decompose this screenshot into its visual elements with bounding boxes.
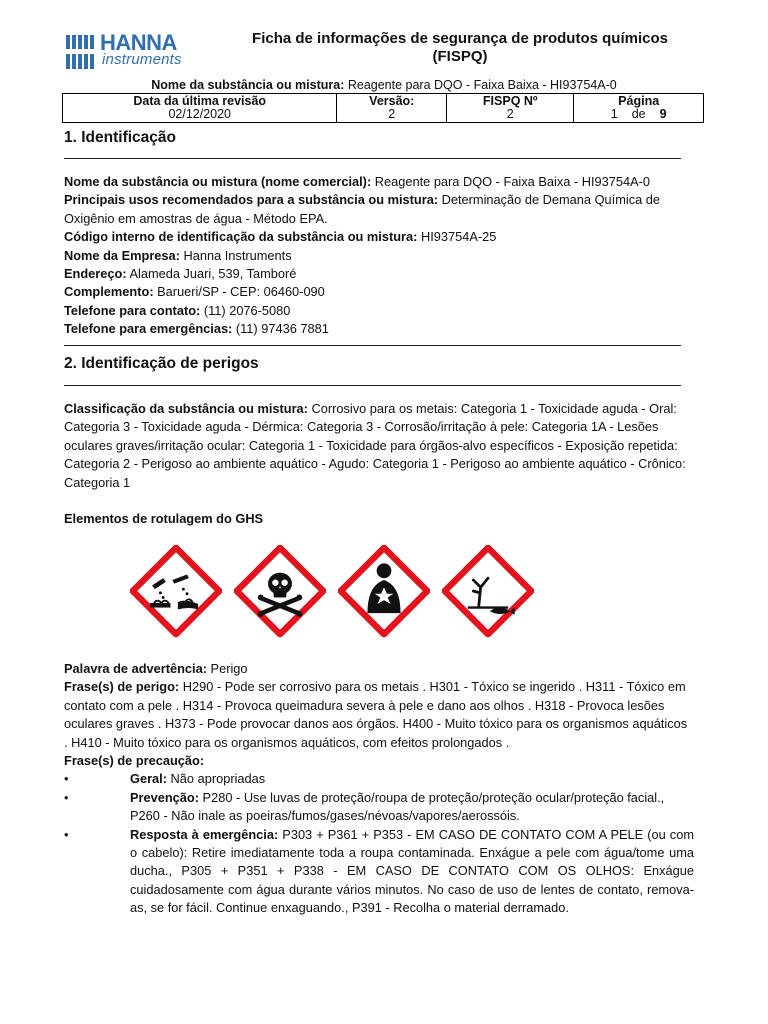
signal-label: Palavra de advertência: [64, 661, 207, 676]
hanna-logo [66, 30, 196, 71]
precaution-list [64, 770, 694, 917]
field-value: (11) 2076-5080 [200, 302, 291, 318]
bullet: • [64, 789, 69, 805]
ghs-heading [64, 510, 694, 528]
field-trade-name [64, 173, 694, 191]
field-value: HI93754A-25 [417, 229, 497, 245]
section-1-title: 1. Identificação [64, 129, 176, 146]
revision-date-header: Data da última revisão [63, 94, 337, 109]
precaution-heading [64, 752, 694, 770]
field-value: Hanna Instruments [179, 247, 292, 263]
precaution-item-value: P280 - Use luvas de proteção/roupa de proteção/proteção ocular/proteção facial., P260 - Não inale as poeiras/fumos/gases/névoas/vapores/aerossóis. [130, 789, 665, 824]
logo-word: HANNA [100, 30, 177, 55]
classification-paragraph [64, 400, 694, 492]
title-line-1: Ficha de informações de segurança de produtos químicos [252, 30, 668, 47]
field-value: Barueri/SP - CEP: 06460-090 [153, 284, 325, 300]
ghs-heading-text: Elementos de rotulagem do GHS [64, 511, 264, 526]
hazard-label: Frase(s) de perigo: [64, 679, 180, 695]
title-line-2: (FISPQ) [432, 48, 488, 65]
bullet: • [64, 771, 69, 787]
logo-sub: instruments [102, 51, 182, 68]
signal-value: Perigo [206, 661, 248, 676]
hanna-logo-mark-icon [66, 35, 96, 69]
field-value: Alameda Juari, 539, Tamboré [126, 266, 297, 282]
field-uses [64, 191, 694, 228]
field-address [64, 265, 694, 283]
precaution-label: Frase(s) de precaução: [64, 753, 205, 769]
section-1-fields [64, 173, 694, 339]
version-header: Versão: [337, 94, 447, 109]
health-hazard-icon [338, 545, 430, 637]
field-value: (11) 97436 7881 [232, 321, 329, 337]
section-1-rule [64, 158, 681, 159]
field-label: Código interno de identificação da substância ou mistura: [64, 229, 418, 245]
page-number: 1 [610, 107, 618, 121]
field-label: Nome da Empresa: [64, 247, 180, 263]
version-value: 2 [337, 108, 447, 123]
document-title [230, 30, 690, 66]
fispq-number-value: 2 [447, 108, 574, 123]
precaution-item-label: Prevenção: [130, 789, 199, 805]
section-2-rule [64, 385, 681, 386]
ghs-pictograms [130, 545, 534, 637]
section-2-top-rule [64, 345, 681, 346]
revision-table [62, 93, 704, 123]
hazard-statements [64, 678, 694, 752]
section-2-title: 2. Identificação de perigos [64, 355, 259, 372]
precaution-item-label: Resposta à emergência: [130, 826, 279, 842]
signal-hazard-block [64, 660, 694, 918]
page-total: 9 [659, 107, 667, 121]
classification-value: Corrosivo para os metais: Categoria 1 - Toxicidade aguda - Oral: Categoria 3 - Toxicidade aguda - Dérmica: Categoria 3 - Corrosão/irritação à pele: Categoria 1A - Lesões oculares graves/irritação ocular: Categoria 1 - Toxicidade para órgãos-alvo específicos - Exposição repetida: Categoria 2 - Perigoso ao ambiente aquático - Agudo: Categoria 1 - Perigoso ao ambiente aquático - Crônico: Categoria 1 [64, 401, 686, 490]
field-label: Principais usos recomendados para a substância ou mistura: [64, 192, 439, 208]
skull-crossbones-icon [234, 545, 326, 637]
page-of: de [631, 107, 646, 121]
signal-word-line [64, 660, 694, 678]
hazard-value: H290 - Pode ser corrosivo para os metais . H301 - Tóxico se ingerido . H311 - Tóxico em contato com a pele . H314 - Provoca queimadura severa à pele e dano aos olhos . H318 - Provoca lesões oculares graves . H373 - Pode provocar danos aos órgãos. H400 - Muito tóxico para os organismos aquáticos . H410 - Muito tóxico para os organismos aquáticos, com efeitos prolongados . [64, 679, 688, 750]
page-header: Página [574, 94, 704, 109]
field-company [64, 247, 694, 265]
revision-date-value: 02/12/2020 [63, 108, 337, 123]
field-value: Determinação de Demana Química de Oxigênio em amostras de água - Método EPA. [64, 192, 660, 226]
field-contact-phone [64, 302, 694, 320]
environment-icon [442, 545, 534, 637]
corrosion-icon [130, 545, 222, 637]
page-value [574, 108, 704, 123]
substance-value: Reagente para DQO - Faixa Baixa - HI93754A-0 [344, 78, 617, 92]
substance-label: Nome da substância ou mistura: [151, 78, 345, 92]
field-label: Endereço: [64, 266, 127, 282]
fispq-number-header: FISPQ Nº [447, 94, 574, 109]
field-complement [64, 283, 694, 301]
precaution-item-label: Geral: [130, 771, 167, 787]
precaution-item [64, 789, 694, 826]
precaution-item-value: Não apropriadas [167, 771, 266, 787]
precaution-item-value: P303 + P361 + P353 - EM CASO DE CONTATO COM A PELE (ou com o cabelo): Retire imediatamente toda a roupa contaminada. Enxágue a pele com água/tome uma ducha., P305 + P351 + P338 - EM CASO DE CONTATO COM OS OLHOS: Enxágue cuidadosamente com água durante vários minutos. No caso de uso de lentes de contato, remova-as, se for fácil. Continue enxaguando., P391 - Recolha o material derramado. [130, 826, 694, 916]
field-label: Nome da substância ou mistura (nome comercial): [64, 174, 372, 189]
field-label: Telefone para contato: [64, 302, 201, 318]
classification-label: Classificação da substância ou mistura: [64, 401, 308, 416]
field-emergency-phone [64, 320, 694, 338]
field-value: Reagente para DQO - Faixa Baixa - HI93754A-0 [371, 174, 651, 189]
field-internal-code [64, 228, 694, 246]
precaution-item [64, 826, 694, 918]
field-label: Telefone para emergências: [64, 321, 233, 337]
field-label: Complemento: [64, 284, 154, 300]
bullet: • [64, 826, 69, 842]
precaution-item [64, 770, 694, 788]
substance-line [60, 78, 708, 92]
